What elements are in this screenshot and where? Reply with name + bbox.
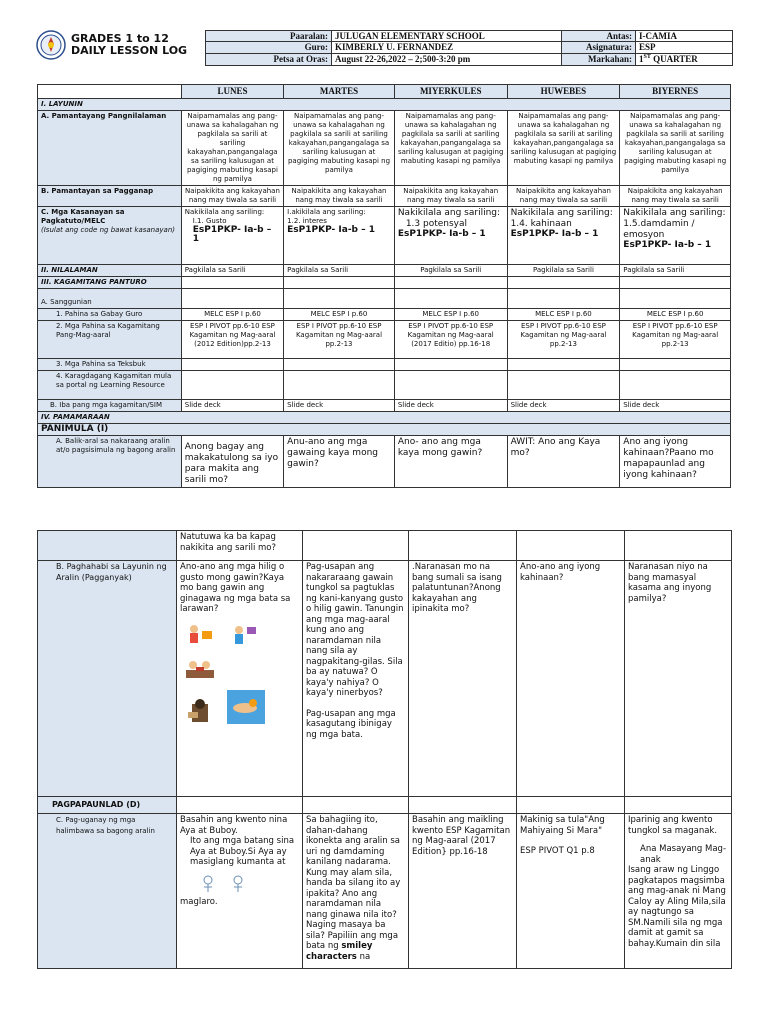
markahan-value: 1ST QUARTER xyxy=(636,54,733,66)
antas-value: I-CAMIA xyxy=(636,31,733,42)
row-label-gabay-guro: 1. Pahina sa Gabay Guro xyxy=(38,309,182,321)
petsa-value: August 22-26,2022 – 2;500-3:20 pm xyxy=(332,54,562,66)
nilalaman-martes: Pagkilala sa Sarili xyxy=(284,265,395,277)
row-label-nilalaman: II. NILALAMAN xyxy=(38,265,182,277)
row-label-pamantayan-pagganap: B. Pamantayan sa Pagganap xyxy=(38,186,182,207)
row-label-kagamitang-mag-aaral: 2. Mga Pahina sa Kagamitang Pang-Mag-aaral xyxy=(38,321,182,359)
section-pagpapaunlad: PAGPAPAUNLAD (D) xyxy=(38,797,177,814)
pag-uganay-huwebes: Makinig sa tula"Ang Mahiyaing Si Mara" ESP PIVOT Q1 p.8 xyxy=(517,814,625,969)
row-label-paghahabi: B. Paghahabi sa Layunin ng Aralin (Pagganyak) xyxy=(38,561,177,797)
balik-aral-martes: Anu-ano ang mga gawaing kaya mong gawin? xyxy=(284,436,395,488)
melc-martes: I.akikilala ang sariling: 1.2. interes EsP1PKP- Ia-b – 1 xyxy=(284,207,395,265)
day-miyerkules: MIYERKULES xyxy=(394,85,507,99)
pagganap-biyernes: Naipakikita ang kakayahan nang may tiwala sa sarili xyxy=(620,186,731,207)
nilalaman-miyerkules: Pagkilala sa Sarili xyxy=(394,265,507,277)
lesson-log-table-page2 xyxy=(37,530,732,969)
row-label-karagdagang-kagamitan: 4. Karagdagang Kagamitan mula sa portal ng Learning Resource xyxy=(38,371,182,400)
gabay-guro-huwebes: MELC ESP I p.60 xyxy=(507,309,620,321)
kids-sketch-icon xyxy=(198,874,258,894)
pag-uganay-martes: Sa bahagiing ito, dahan-dahang ikonekta ang aralin sa uri ng damdaming kanilang nadarama. Kung may alam sila, handa ba silang ito ay ipakita? Ano ang naramdaman nila nang ginawa nila ito? Naging masaya ba sila? Papiliin ang mga bata ng smiley characters na xyxy=(303,814,409,969)
row-label-sanggunian: A. Sanggunian xyxy=(38,289,182,309)
header-info-table xyxy=(205,30,733,66)
day-martes: MARTES xyxy=(284,85,395,99)
gabay-guro-martes: MELC ESP I p.60 xyxy=(284,309,395,321)
slide-deck-biyernes: Slide deck xyxy=(620,400,731,412)
asignatura-value: ESP xyxy=(636,42,733,54)
paghahabi-lunes: Ano-ano ang mga hilig o gusto mong gawin?Kaya mo bang gawin ang ginagawa ng mga bata sa larawan? xyxy=(177,561,303,797)
paghahabi-martes: Pag-usapan ang nakararaang gawain tungkol sa pagtuklas ng kani-kanyang gusto o hilig gawin. Tanungin ang mga mag-aaral kung ano ang naramdaman nila nang sila ay nagpakitang-gilas. Sila ba ay natuwa? O kaya'y nahiya? O kaya'y ninerbyos? Pag-usapan ang mga kasagutang ibinigay ng mga bata. xyxy=(303,561,409,797)
slide-deck-martes: Slide deck xyxy=(284,400,395,412)
pagganap-miyerkules: Naipakikita ang kakayahan nang may tiwala sa sarili xyxy=(394,186,507,207)
section-pamamaraan: IV. PAMAMARAAN xyxy=(38,412,731,424)
paghahabi-huwebes: Ano-ano ang iyong kahinaan? xyxy=(517,561,625,797)
pag-uganay-biyernes: Iparinig ang kwento tungkol sa maganak. Ana Masayang Mag-anak Isang araw ng Linggo pagkatapos magsimba ang mag-anak ni Mang Caloy ay Aling Mila,sila ay nagtungo sa SM.Namili sila ng mga damit at gamit sa bahay.Kumain din sila xyxy=(625,814,732,969)
row-label-pag-uganay: C. Pag-uganay ng mga halimbawa sa bagong aralin xyxy=(38,814,177,969)
balik-aral-biyernes: Ano ang iyong kahinaan?Paano mo mapapaunlad ang iyong kahinaan? xyxy=(620,436,731,488)
balik-aral-continuation: Natutuwa ka ba kapag nakikita ang sarili mo? xyxy=(177,531,303,561)
pagganap-lunes: Naipakikita ang kakayahan nang may tiwala sa sarili xyxy=(181,186,283,207)
row-label-iba-pang-kagamitan: B. Iba pang mga kagamitan/SIM xyxy=(38,400,182,412)
day-biyernes: BIYERNES xyxy=(620,85,731,99)
gabay-guro-miyerkules: MELC ESP I p.60 xyxy=(394,309,507,321)
deped-seal-icon xyxy=(36,30,66,60)
paghahabi-biyernes: Naranasan niyo na bang mamasyal kasama ang inyong pamilya? xyxy=(625,561,732,797)
melc-huwebes: Nakikilala ang sariling: 1.4. kahinaan EsP1PKP- Ia-b – 1 xyxy=(507,207,620,265)
melc-miyerkules: Nakikilala ang sariling: 1.3 potensyal EsP1PKP- Ia-b – 1 xyxy=(394,207,507,265)
row-label-pamantayang-pangnilalaman: A. Pamantayang Pangnilalaman xyxy=(38,111,182,186)
paghahabi-miyerkules: .Naranasan mo na bang sumali sa isang palatuntunan?Anong kakayahan ang ipinakita mo? xyxy=(409,561,517,797)
kids-activity-pictures xyxy=(180,619,299,728)
melc-lunes: Nakikilala ang sariling: I.1. Gusto EsP1PKP- Ia-b – 1 xyxy=(181,207,283,265)
nilalaman-lunes: Pagkilala sa Sarili xyxy=(181,265,283,277)
pangnilalaman-miyerkules: Naipamamalas ang pang-unawa sa kahalagahan ng pagkilala sa sarili at sariling kakayahan,pangangalaga sa sariling kalusugan at pagiging mabuting kasapi ng pamilya xyxy=(394,111,507,186)
antas-label: Antas: xyxy=(562,31,636,42)
kagamitang-mag-aaral-martes: ESP I PIVOT pp.6-10 ESP Kagamitan ng Mag-aaral pp.2-13 xyxy=(284,321,395,359)
pagganap-huwebes: Naipakikita ang kakayahan nang may tiwala sa sarili xyxy=(507,186,620,207)
kagamitang-mag-aaral-huwebes: ESP I PIVOT pp.6-10 ESP Kagamitan ng Mag-aaral pp.2-13 xyxy=(507,321,620,359)
kagamitang-mag-aaral-miyerkules: ESP I PIVOT pp.6-10 ESP Kagamitan ng Mag-aaral (2017 Editio) pp.16-18 xyxy=(394,321,507,359)
pangnilalaman-biyernes: Naipamamalas ang pang-unawa sa kahalagahan ng pagkilala sa sarili at sariling kakayahan,pangangalaga sa sariling kalusugan at pagiging mabuting kasapi ng pamilya xyxy=(620,111,731,186)
pangnilalaman-huwebes: Naipamamalas ang pang-unawa sa kahalagahan ng pagkilala sa sarili at sariling kakayahan,pangangalaga sa sariling kalusugan at pagiging mabuting kasapi ng pamilya xyxy=(507,111,620,186)
kagamitang-mag-aaral-biyernes: ESP I PIVOT pp.6-10 ESP Kagamitan ng Mag-aaral pp.2-13 xyxy=(620,321,731,359)
row-label-balik-aral: A. Balik-aral sa nakaraang aralin at/o pagsisimula ng bagong aralin xyxy=(38,436,182,488)
pag-uganay-miyerkules: Basahin ang maikling kwento ESP Kagamitan ng Mag-aaral (2017 Edition} pp.16-18 xyxy=(409,814,517,969)
asignatura-label: Asignatura: xyxy=(562,42,636,54)
melc-biyernes: Nakikilala ang sariling: 1.5.damdamin / emosyon EsP1PKP- Ia-b – 1 xyxy=(620,207,731,265)
title-line-2: DAILY LESSON LOG xyxy=(71,44,188,57)
row-label-kagamitang-panturo: III. KAGAMITANG PANTURO xyxy=(38,277,182,289)
day-lunes: LUNES xyxy=(181,85,283,99)
paaralan-label: Paaralan: xyxy=(206,31,332,42)
pangnilalaman-lunes: Naipamamalas ang pang-unawa sa kahalagahan ng pagkilala sa sarili at sariling kakayahan,pangangalaga sa sariling kalusugan at pagiging mabuting kasapi ng pamilya xyxy=(181,111,283,186)
paaralan-value: JULUGAN ELEMENTARY SCHOOL xyxy=(332,31,562,42)
balik-aral-lunes: Anong bagay ang makakatulong sa iyo para makita ang sarili mo? xyxy=(181,436,283,488)
pagganap-martes: Naipakikita ang kakayahan nang may tiwala sa sarili xyxy=(284,186,395,207)
title-line-1: GRADES 1 to 12 xyxy=(71,32,169,45)
slide-deck-lunes: Slide deck xyxy=(181,400,283,412)
balik-aral-miyerkules: Ano- ano ang mga kaya mong gawin? xyxy=(394,436,507,488)
markahan-label: Markahan: xyxy=(562,54,636,66)
slide-deck-miyerkules: Slide deck xyxy=(394,400,507,412)
lesson-log-table-page1 xyxy=(37,84,731,488)
section-panimula: PANIMULA (I) xyxy=(38,424,731,436)
slide-deck-huwebes: Slide deck xyxy=(507,400,620,412)
day-huwebes: HUWEBES xyxy=(507,85,620,99)
guro-value: KIMBERLY U. FERNANDEZ xyxy=(332,42,562,54)
pangnilalaman-martes: Naipamamalas ang pang-unawa sa kahalagahan ng pagkilala sa sarili at sariling kakayahan,pangangalaga sa sariling kalusugan at pagiging mabuting kasapi ng pamilya xyxy=(284,111,395,186)
section-layunin: I. LAYUNIN xyxy=(38,99,731,111)
guro-label: Guro: xyxy=(206,42,332,54)
pag-uganay-lunes: Basahin ang kwento nina Aya at Buboy. Ito ang mga batang sina Aya at Buboy.Si Aya ay masiglang kumanta at maglaro. xyxy=(177,814,303,969)
nilalaman-huwebes: Pagkilala sa Sarili xyxy=(507,265,620,277)
gabay-guro-lunes: MELC ESP I p.60 xyxy=(181,309,283,321)
kagamitang-mag-aaral-lunes: ESP I PIVOT pp.6-10 ESP Kagamitan ng Mag-aaral (2012 Edition)pp.2-13 xyxy=(181,321,283,359)
day-header-row xyxy=(38,85,731,99)
row-label-teksbuk: 3. Mga Pahina sa Teksbuk xyxy=(38,359,182,371)
gabay-guro-biyernes: MELC ESP I p.60 xyxy=(620,309,731,321)
row-label-melc: C. Mga Kasanayan sa Pagkatuto/MELC (Isulat ang code ng bawat kasanayan) xyxy=(38,207,182,265)
petsa-label: Petsa at Oras: xyxy=(206,54,332,66)
nilalaman-biyernes: Pagkilala sa Sarili xyxy=(620,265,731,277)
balik-aral-huwebes: AWIT: Ano ang Kaya mo? xyxy=(507,436,620,488)
